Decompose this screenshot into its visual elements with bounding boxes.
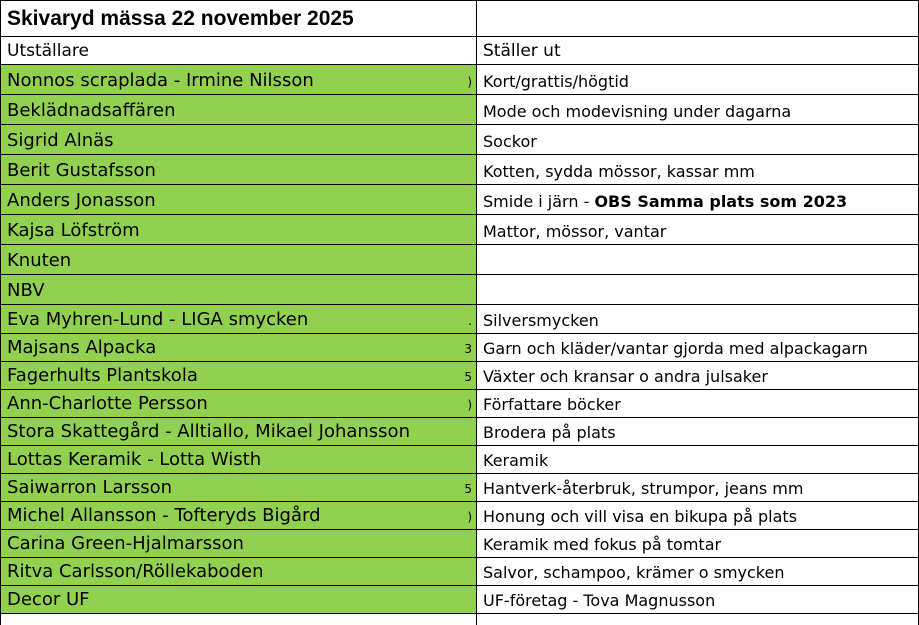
column-header-exhibitor-label: Utställare — [7, 41, 89, 61]
exhibit-description-cell[interactable] — [477, 334, 919, 362]
exhibit-description-cell[interactable] — [477, 390, 919, 418]
exhibitor-name-cell[interactable] — [0, 245, 477, 275]
exhibitor-name: Majsans Alpacka — [7, 337, 157, 358]
exhibitor-name-cell[interactable] — [0, 502, 477, 530]
exhibitor-name-cell[interactable] — [0, 275, 477, 305]
empty-trailing-cell[interactable] — [0, 614, 477, 625]
exhibitor-name-cell[interactable] — [0, 586, 477, 614]
exhibit-description: Brodera på plats — [483, 423, 616, 442]
exhibitor-name: Saiwarron Larsson — [7, 477, 173, 498]
exhibit-description-cell[interactable] — [477, 446, 919, 474]
exhibit-description: Honung och vill visa en bikupa på plats — [483, 507, 798, 526]
exhibit-description-cell[interactable] — [477, 65, 919, 95]
exhibitor-name: Carina Green-Hjalmarsson — [7, 533, 244, 554]
exhibit-note-bold: OBS Samma plats som 2023 — [594, 192, 848, 211]
exhibit-description: Hantverk-återbruk, strumpor, jeans mm — [483, 479, 804, 498]
exhibit-description-cell[interactable] — [477, 502, 919, 530]
column-header-exhibits[interactable] — [477, 37, 919, 65]
exhibitor-name: Stora Skattegård - Alltiallo, Mikael Johansson — [7, 421, 410, 442]
exhibit-description-cell[interactable] — [477, 418, 919, 446]
exhibit-description-cell[interactable] — [477, 558, 919, 586]
exhibit-description-cell[interactable] — [477, 586, 919, 614]
exhibit-description: Växter och kransar o andra julsaker — [483, 367, 768, 386]
exhibitor-name-cell[interactable] — [0, 305, 477, 334]
exhibit-description: Garn och kläder/vantar gjorda med alpackagarn — [483, 339, 868, 358]
exhibitor-name-cell[interactable] — [0, 125, 477, 155]
exhibit-description: Sockor — [483, 132, 537, 151]
exhibitor-name: Nonnos scraplada - Irmine Nilsson — [7, 70, 314, 91]
exhibitor-name: NBV — [7, 280, 45, 301]
exhibitor-name-cell[interactable] — [0, 95, 477, 125]
exhibitor-name: Decor UF — [7, 589, 90, 610]
overflow-glyph: ) — [467, 398, 472, 412]
exhibitor-name: Beklädnadsaffären — [7, 100, 176, 121]
sheet-title-cell[interactable] — [0, 0, 477, 37]
exhibitor-name-cell[interactable] — [0, 185, 477, 215]
exhibitor-name: Kajsa Löfström — [7, 220, 140, 241]
exhibitor-name: Michel Allansson - Tofteryds Bigård — [7, 505, 321, 526]
exhibit-description-cell[interactable] — [477, 245, 919, 275]
exhibitor-name: Eva Myhren-Lund - LIGA smycken — [7, 309, 309, 330]
exhibitor-name-cell[interactable] — [0, 155, 477, 185]
exhibit-description: Kort/grattis/högtid — [483, 72, 629, 91]
exhibit-description-cell[interactable] — [477, 474, 919, 502]
column-header-exhibitor[interactable] — [0, 37, 477, 65]
exhibit-description-cell[interactable] — [477, 155, 919, 185]
exhibit-description: UF-företag - Tova Magnusson — [483, 591, 716, 610]
exhibit-description-cell[interactable] — [477, 95, 919, 125]
exhibitor-name-cell[interactable] — [0, 334, 477, 362]
exhibitor-name-cell[interactable] — [0, 215, 477, 245]
empty-header-cell[interactable] — [477, 0, 919, 37]
overflow-glyph: 3 — [464, 342, 472, 356]
exhibit-description: Smide i järn - — [483, 192, 595, 211]
exhibit-description: Silversmycken — [483, 311, 599, 330]
column-header-exhibits-label: Ställer ut — [483, 41, 561, 61]
exhibitor-name: Anders Jonasson — [7, 190, 156, 211]
exhibit-description-cell[interactable] — [477, 305, 919, 334]
exhibit-description: Keramik — [483, 451, 549, 470]
exhibit-description-cell[interactable] — [477, 185, 919, 215]
exhibit-description: Kotten, sydda mössor, kassar mm — [483, 162, 755, 181]
exhibit-description: Keramik med fokus på tomtar — [483, 535, 722, 554]
exhibitor-name-cell[interactable] — [0, 390, 477, 418]
exhibit-description-cell[interactable] — [477, 530, 919, 558]
overflow-glyph: 5 — [464, 370, 472, 384]
exhibitor-name: Lottas Keramik - Lotta Wisth — [7, 449, 262, 470]
exhibitor-name-cell[interactable] — [0, 362, 477, 390]
exhibit-description-cell[interactable] — [477, 362, 919, 390]
exhibit-description: Mode och modevisning under dagarna — [483, 102, 792, 121]
exhibitor-name: Berit Gustafsson — [7, 160, 156, 181]
overflow-glyph: . — [468, 314, 472, 328]
exhibitor-name-cell[interactable] — [0, 530, 477, 558]
exhibitor-name-cell[interactable] — [0, 446, 477, 474]
sheet-title: Skivaryd mässa 22 november 2025 — [7, 7, 354, 30]
exhibitor-name-cell[interactable] — [0, 418, 477, 446]
exhibitor-name: Ann-Charlotte Persson — [7, 393, 208, 414]
exhibitor-name: Fagerhults Plantskola — [7, 365, 198, 386]
overflow-glyph: ) — [467, 75, 472, 89]
exhibitor-name-cell[interactable] — [0, 65, 477, 95]
exhibitor-name-cell[interactable] — [0, 558, 477, 586]
exhibit-description-cell[interactable] — [477, 125, 919, 155]
exhibit-description-cell[interactable] — [477, 215, 919, 245]
exhibit-description: Mattor, mössor, vantar — [483, 222, 667, 241]
exhibitor-name: Ritva Carlsson/Röllekaboden — [7, 561, 264, 582]
overflow-glyph: 5 — [464, 482, 472, 496]
exhibit-description-cell[interactable] — [477, 275, 919, 305]
exhibit-description: Författare böcker — [483, 395, 621, 414]
exhibit-description: Salvor, schampoo, krämer o smycken — [483, 563, 785, 582]
exhibitor-name: Sigrid Alnäs — [7, 130, 114, 151]
exhibitor-name: Knuten — [7, 250, 72, 271]
empty-trailing-cell[interactable] — [477, 614, 919, 625]
exhibitor-name-cell[interactable] — [0, 474, 477, 502]
overflow-glyph: ) — [467, 510, 472, 524]
